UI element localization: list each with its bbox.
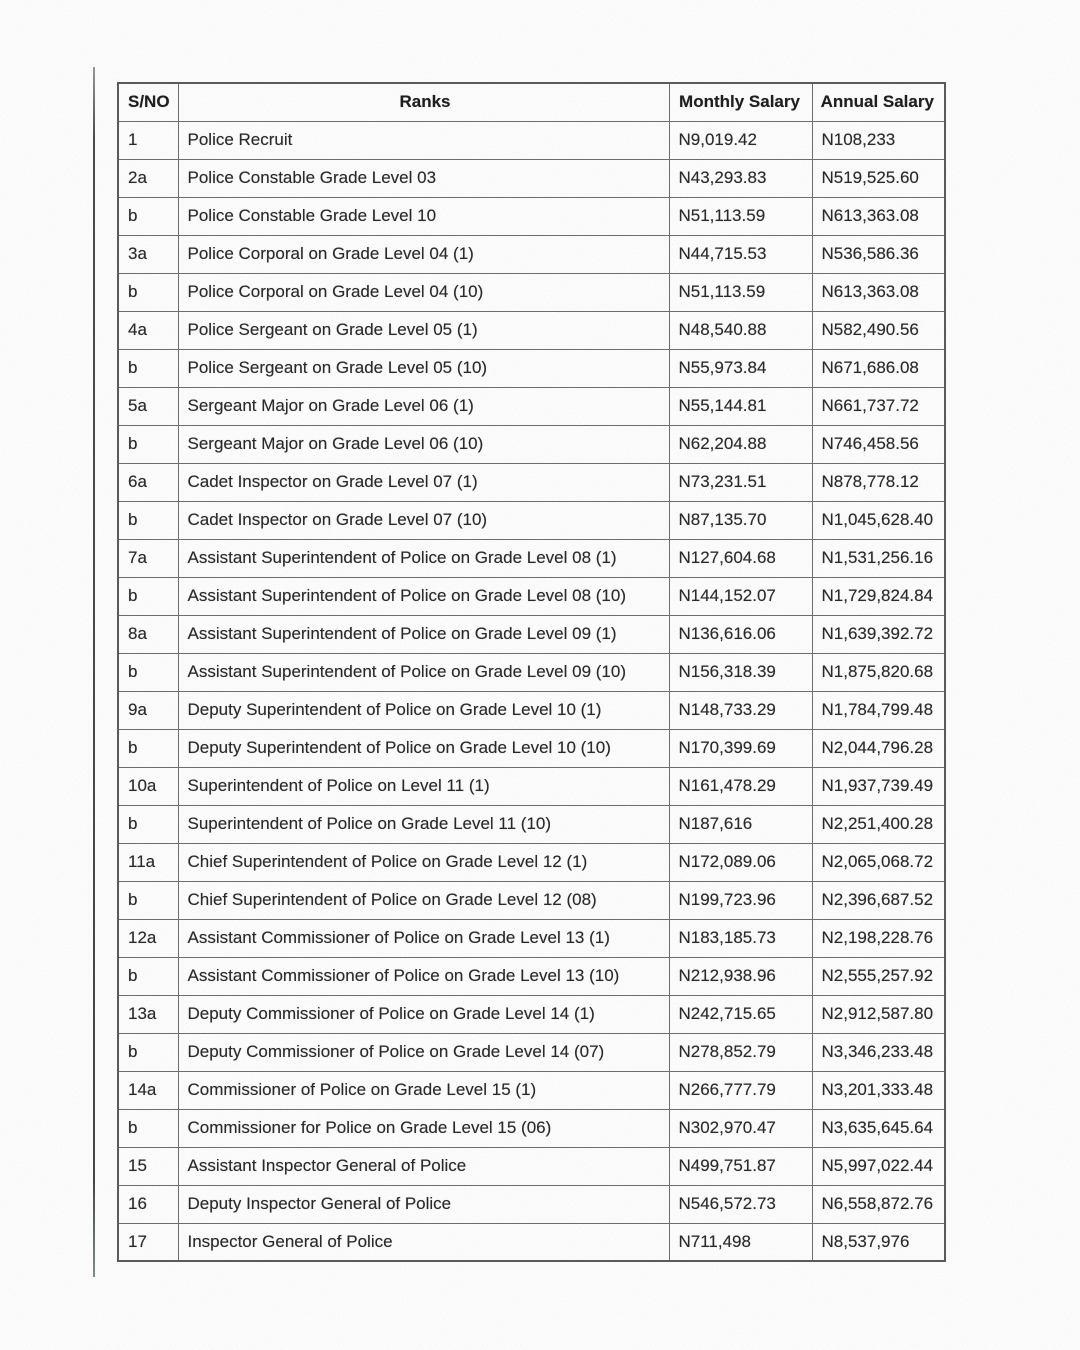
rank-cell: Assistant Superintendent of Police on Grade Level 09 (1) [178, 615, 669, 653]
monthly-salary-cell: N302,970.47 [669, 1109, 812, 1147]
sno-cell: 3a [118, 235, 178, 273]
table-row [118, 653, 945, 691]
table-row [118, 311, 945, 349]
annual-salary-cell: N1,937,739.49 [812, 767, 945, 805]
rank-cell: Police Corporal on Grade Level 04 (1) [178, 235, 669, 273]
table-header [118, 83, 945, 121]
annual-salary-cell: N2,396,687.52 [812, 881, 945, 919]
rank-cell: Commissioner for Police on Grade Level 15 (06) [178, 1109, 669, 1147]
sno-cell: b [118, 349, 178, 387]
table-row [118, 1033, 945, 1071]
annual-salary-cell: N3,346,233.48 [812, 1033, 945, 1071]
table-row [118, 1223, 945, 1261]
rank-cell: Assistant Inspector General of Police [178, 1147, 669, 1185]
annual-salary-cell: N878,778.12 [812, 463, 945, 501]
annual-salary-cell: N3,201,333.48 [812, 1071, 945, 1109]
table-row [118, 1071, 945, 1109]
sno-cell: b [118, 425, 178, 463]
monthly-salary-cell: N136,616.06 [669, 615, 812, 653]
table-row [118, 1185, 945, 1223]
annual-salary-cell: N2,251,400.28 [812, 805, 945, 843]
monthly-salary-cell: N161,478.29 [669, 767, 812, 805]
monthly-salary-cell: N499,751.87 [669, 1147, 812, 1185]
monthly-salary-cell: N43,293.83 [669, 159, 812, 197]
table-row [118, 387, 945, 425]
annual-salary-cell: N1,531,256.16 [812, 539, 945, 577]
annual-salary-cell: N1,875,820.68 [812, 653, 945, 691]
sno-cell: 14a [118, 1071, 178, 1109]
monthly-salary-cell: N62,204.88 [669, 425, 812, 463]
rank-cell: Sergeant Major on Grade Level 06 (1) [178, 387, 669, 425]
annual-salary-cell: N582,490.56 [812, 311, 945, 349]
annual-salary-cell: N661,737.72 [812, 387, 945, 425]
annual-salary-cell: N1,045,628.40 [812, 501, 945, 539]
table-row [118, 729, 945, 767]
sno-cell: 2a [118, 159, 178, 197]
header-sno: S/NO [118, 83, 178, 121]
rank-cell: Assistant Superintendent of Police on Grade Level 08 (10) [178, 577, 669, 615]
monthly-salary-cell: N183,185.73 [669, 919, 812, 957]
annual-salary-cell: N613,363.08 [812, 273, 945, 311]
sno-cell: 15 [118, 1147, 178, 1185]
monthly-salary-cell: N148,733.29 [669, 691, 812, 729]
rank-cell: Superintendent of Police on Level 11 (1) [178, 767, 669, 805]
table-row [118, 995, 945, 1033]
header-monthly-salary: Monthly Salary [669, 83, 812, 121]
sno-cell: 16 [118, 1185, 178, 1223]
table-row [118, 957, 945, 995]
monthly-salary-cell: N546,572.73 [669, 1185, 812, 1223]
sno-cell: 12a [118, 919, 178, 957]
table-row [118, 919, 945, 957]
rank-cell: Deputy Commissioner of Police on Grade Level 14 (07) [178, 1033, 669, 1071]
annual-salary-cell: N746,458.56 [812, 425, 945, 463]
rank-cell: Police Constable Grade Level 10 [178, 197, 669, 235]
sno-cell: 6a [118, 463, 178, 501]
sno-cell: 17 [118, 1223, 178, 1261]
table-row [118, 425, 945, 463]
sno-cell: b [118, 501, 178, 539]
rank-cell: Cadet Inspector on Grade Level 07 (1) [178, 463, 669, 501]
table-row [118, 273, 945, 311]
rank-cell: Deputy Commissioner of Police on Grade Level 14 (1) [178, 995, 669, 1033]
sno-cell: 10a [118, 767, 178, 805]
monthly-salary-cell: N278,852.79 [669, 1033, 812, 1071]
sno-cell: b [118, 1033, 178, 1071]
monthly-salary-cell: N44,715.53 [669, 235, 812, 273]
monthly-salary-cell: N170,399.69 [669, 729, 812, 767]
rank-cell: Chief Superintendent of Police on Grade Level 12 (08) [178, 881, 669, 919]
sno-cell: 5a [118, 387, 178, 425]
monthly-salary-cell: N87,135.70 [669, 501, 812, 539]
table-body [118, 121, 945, 1261]
table-row [118, 159, 945, 197]
annual-salary-cell: N1,784,799.48 [812, 691, 945, 729]
annual-salary-cell: N5,997,022.44 [812, 1147, 945, 1185]
table-row [118, 235, 945, 273]
table-row [118, 767, 945, 805]
annual-salary-cell: N671,686.08 [812, 349, 945, 387]
table-row [118, 691, 945, 729]
sno-cell: 1 [118, 121, 178, 159]
sno-cell: b [118, 881, 178, 919]
sno-cell: b [118, 273, 178, 311]
sno-cell: 4a [118, 311, 178, 349]
sno-cell: b [118, 957, 178, 995]
page-edge-line [93, 67, 95, 1277]
annual-salary-cell: N2,044,796.28 [812, 729, 945, 767]
rank-cell: Assistant Superintendent of Police on Grade Level 08 (1) [178, 539, 669, 577]
rank-cell: Deputy Inspector General of Police [178, 1185, 669, 1223]
monthly-salary-cell: N156,318.39 [669, 653, 812, 691]
annual-salary-cell: N1,639,392.72 [812, 615, 945, 653]
monthly-salary-cell: N212,938.96 [669, 957, 812, 995]
sno-cell: b [118, 1109, 178, 1147]
table-row [118, 197, 945, 235]
monthly-salary-cell: N9,019.42 [669, 121, 812, 159]
monthly-salary-cell: N51,113.59 [669, 197, 812, 235]
annual-salary-cell: N536,586.36 [812, 235, 945, 273]
monthly-salary-cell: N144,152.07 [669, 577, 812, 615]
annual-salary-cell: N613,363.08 [812, 197, 945, 235]
sno-cell: b [118, 805, 178, 843]
monthly-salary-cell: N51,113.59 [669, 273, 812, 311]
table-row [118, 881, 945, 919]
monthly-salary-cell: N73,231.51 [669, 463, 812, 501]
rank-cell: Deputy Superintendent of Police on Grade Level 10 (10) [178, 729, 669, 767]
table-row [118, 539, 945, 577]
sno-cell: b [118, 577, 178, 615]
table-row [118, 1109, 945, 1147]
annual-salary-cell: N1,729,824.84 [812, 577, 945, 615]
monthly-salary-cell: N55,144.81 [669, 387, 812, 425]
annual-salary-cell: N519,525.60 [812, 159, 945, 197]
sno-cell: 13a [118, 995, 178, 1033]
rank-cell: Police Recruit [178, 121, 669, 159]
header-annual-salary: Annual Salary [812, 83, 945, 121]
monthly-salary-cell: N242,715.65 [669, 995, 812, 1033]
table-row [118, 349, 945, 387]
monthly-salary-cell: N711,498 [669, 1223, 812, 1261]
annual-salary-cell: N2,198,228.76 [812, 919, 945, 957]
annual-salary-cell: N8,537,976 [812, 1223, 945, 1261]
rank-cell: Sergeant Major on Grade Level 06 (10) [178, 425, 669, 463]
salary-table [117, 82, 946, 1262]
rank-cell: Chief Superintendent of Police on Grade Level 12 (1) [178, 843, 669, 881]
sno-cell: 7a [118, 539, 178, 577]
sno-cell: b [118, 729, 178, 767]
table-row [118, 615, 945, 653]
rank-cell: Inspector General of Police [178, 1223, 669, 1261]
rank-cell: Police Sergeant on Grade Level 05 (1) [178, 311, 669, 349]
table-row [118, 121, 945, 159]
annual-salary-cell: N3,635,645.64 [812, 1109, 945, 1147]
monthly-salary-cell: N48,540.88 [669, 311, 812, 349]
table-row [118, 843, 945, 881]
rank-cell: Police Sergeant on Grade Level 05 (10) [178, 349, 669, 387]
sno-cell: 8a [118, 615, 178, 653]
rank-cell: Commissioner of Police on Grade Level 15 (1) [178, 1071, 669, 1109]
monthly-salary-cell: N172,089.06 [669, 843, 812, 881]
monthly-salary-cell: N266,777.79 [669, 1071, 812, 1109]
annual-salary-cell: N2,912,587.80 [812, 995, 945, 1033]
monthly-salary-cell: N127,604.68 [669, 539, 812, 577]
table-row [118, 463, 945, 501]
rank-cell: Superintendent of Police on Grade Level 11 (10) [178, 805, 669, 843]
monthly-salary-cell: N187,616 [669, 805, 812, 843]
rank-cell: Assistant Commissioner of Police on Grade Level 13 (1) [178, 919, 669, 957]
rank-cell: Cadet Inspector on Grade Level 07 (10) [178, 501, 669, 539]
sno-cell: b [118, 197, 178, 235]
table-row [118, 577, 945, 615]
rank-cell: Deputy Superintendent of Police on Grade Level 10 (1) [178, 691, 669, 729]
table-row [118, 501, 945, 539]
rank-cell: Police Constable Grade Level 03 [178, 159, 669, 197]
annual-salary-cell: N6,558,872.76 [812, 1185, 945, 1223]
rank-cell: Police Corporal on Grade Level 04 (10) [178, 273, 669, 311]
annual-salary-cell: N2,065,068.72 [812, 843, 945, 881]
sno-cell: 9a [118, 691, 178, 729]
table-row [118, 805, 945, 843]
table-row [118, 1147, 945, 1185]
rank-cell: Assistant Superintendent of Police on Grade Level 09 (10) [178, 653, 669, 691]
annual-salary-cell: N108,233 [812, 121, 945, 159]
monthly-salary-cell: N199,723.96 [669, 881, 812, 919]
sno-cell: b [118, 653, 178, 691]
annual-salary-cell: N2,555,257.92 [812, 957, 945, 995]
sno-cell: 11a [118, 843, 178, 881]
rank-cell: Assistant Commissioner of Police on Grade Level 13 (10) [178, 957, 669, 995]
header-row [118, 83, 945, 121]
monthly-salary-cell: N55,973.84 [669, 349, 812, 387]
header-ranks: Ranks [178, 83, 669, 121]
